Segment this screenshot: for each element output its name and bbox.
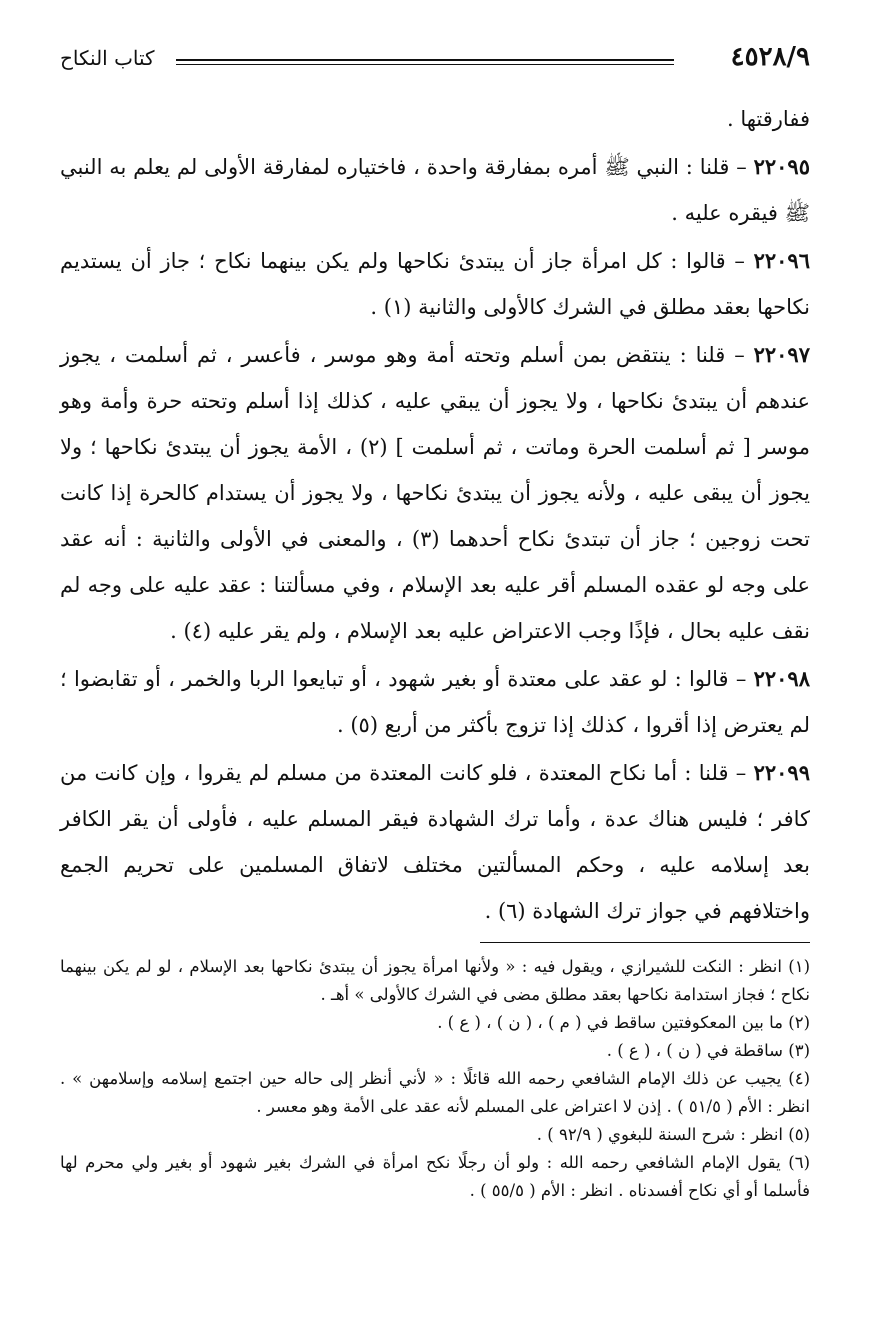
paragraph-number: ٢٢٠٩٥ (753, 154, 810, 179)
footnote-separator (480, 942, 810, 943)
footnote-6: (٦) يقول الإمام الشافعي رحمه الله : ولو أن رجلًا نكح امرأة في الشرك بغير شهود أو بغير ولي محرم لها فأسلما أو أي نكاح أفسدناه . انظر : الأم ( ٥٥/٥ ) . (60, 1153, 810, 1200)
page-header (60, 36, 810, 80)
footnote-1: (١) انظر : النكت للشيرازي ، ويقول فيه : « ولأنها امرأة يجوز أن يبتدئ نكاحها بعد الإسلام ، لو لم يكن بينهما نكاح ؛ فجاز استدامة نكاحها بعقد مطلق مضى في الشرك كالأولى » أهـ . (60, 957, 810, 1004)
paragraph-number: ٢٢٠٩٦ (753, 248, 810, 273)
paragraph-text: – قالوا : كل امرأة جاز أن يبتدئ نكاحها ولم يكن بينهما نكاح ؛ جاز أن يستديم نكاحها بعقد مطلق في الشرك كالأولى والثانية (١) . (60, 249, 810, 319)
paragraph-number: ٢٢٠٩٩ (753, 760, 810, 785)
paragraph-22095 (60, 144, 810, 236)
header-rule-thin (176, 64, 674, 65)
paragraph-number: ٢٢٠٩٧ (753, 342, 810, 367)
paragraph-22097 (60, 332, 810, 654)
paragraph-continuation: ففارقتها . (726, 107, 810, 131)
running-title: كتاب النكاح (60, 46, 155, 70)
paragraph-22096 (60, 238, 810, 330)
footnote-5: (٥) انظر : شرح السنة للبغوي ( ٩٢/٩ ) . (536, 1125, 810, 1144)
footnote-4: (٤) يجيب عن ذلك الإمام الشافعي رحمه الله قائلًا : « لأني أنظر إلى حاله حين اجتمع إسلامه وإسلامهن » . انظر : الأم ( ٥١/٥ ) . إذن لا اعتراض على المسلم لأنه عقد على الأمة وهو معسر . (60, 1069, 810, 1116)
page-number: ٤٥٢٨/٩ (730, 42, 810, 72)
paragraph-number: ٢٢٠٩٨ (753, 666, 810, 691)
paragraph-text: – قلنا : ينتقض بمن أسلم وتحته أمة وهو موسر ، فأعسر ، ثم أسلمت ، يجوز عندهم أن يبتدئ نكاحها ، ولا يجوز أن يبقي عليه ، كذلك إذا أسلم وتحته حرة وأمة وهو موسر [ ثم أسلمت الحرة وماتت ، ثم أسلمت ] (٢) ، الأمة يجوز أن يبتدئ نكاحها ؛ ولا يجوز أن يبقى عليه ، ولأنه يجوز أن يبتدئ نكاحها ، ولا يجوز أن يستدام كالحرة إذا كانت تحت زوجين ؛ جاز أن تبتدئ نكاح أحدهما (٣) ، والمعنى في الأولى والثانية : أنه عقد على وجه لو عقده المسلم أقر عليه بعد الإسلام ، وفي مسألتنا : عقد عليه على وجه لم نقف عليه بحال ، فإذًا وجب الاعتراض عليه بعد الإسلام ، ولم يقر عليه (٤) . (60, 343, 811, 643)
footnote-2: (٢) ما بين المعكوفتين ساقط في ( م ) ، ( ن ) ، ( ع ) . (437, 1013, 810, 1032)
main-text (60, 96, 810, 934)
paragraph-text: – قلنا : النبي ﷺ أمره بمفارقة واحدة ، فاختياره لمفارقة الأولى لم يعلم به النبي ﷺ فيقره عليه . (60, 155, 810, 225)
paragraph-text: – قلنا : أما نكاح المعتدة ، فلو كانت المعتدة من مسلم لم يقروا ، وإن كانت من كافر ؛ فليس هناك عدة ، وأما ترك الشهادة فيقر المسلم عليه ، فأولى أن يقر الكافر بعد إسلامه عليه ، وحكم المسألتين مختلف لاتفاق المسلمين على تحريم الجمع واختلافهم في جواز ترك الشهادة (٦) . (60, 761, 810, 923)
paragraph-22098 (60, 656, 810, 748)
paragraph-text: – قالوا : لو عقد على معتدة أو بغير شهود ، أو تبايعوا الربا والخمر ، أو تقابضوا ؛ لم يعترض إذا أقروا ، كذلك إذا تزوج بأكثر من أربع (٥) . (60, 667, 810, 737)
paragraph-22099 (60, 750, 810, 934)
header-rule (176, 59, 674, 61)
book-page (60, 36, 810, 1326)
footnotes (60, 953, 810, 1205)
footnote-3: (٣) ساقطة في ( ن ) ، ( ع ) . (606, 1041, 810, 1060)
